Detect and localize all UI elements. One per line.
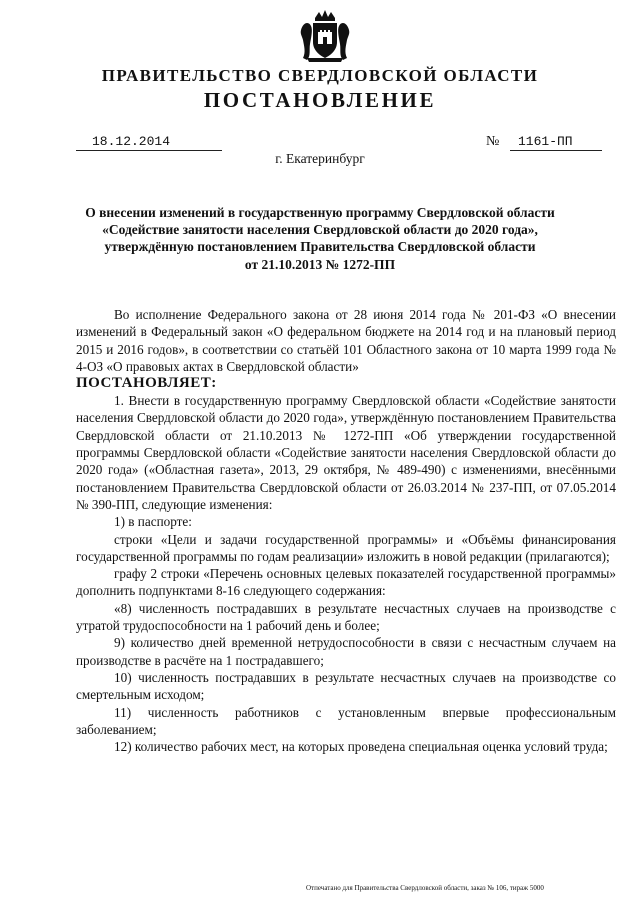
clause-paragraph: строки «Цели и задачи государственной программы» и «Объёмы финансирования государственной программы по годам реализации» изложить в новой редакции (прилагаются); [76, 531, 616, 564]
title-line: от 21.10.2013 № 1272-ПП [244, 256, 396, 272]
document-type: ПОСТАНОВЛЕНИЕ [203, 88, 437, 112]
clause-paragraph: 12) количество рабочих мест, на которых проведена специальная оценка условий труда; [114, 739, 608, 755]
clause-paragraph: 10) численность пострадавших в результате несчастных случаев на производстве со смертельным исходом; [76, 669, 616, 703]
clause-paragraph: «8) численность пострадавших в результате несчастных случаев на производстве с утратой трудоспособности на 1 рабочий день и более; [76, 600, 616, 634]
clause-paragraph: 1. Внести в государственную программу Свердловской области «Содействие занятости населения Свердловской области до 2020 года», утверждённую постановлением Правительства Свердловской области от 21.10.2013 № 1272-ПП «Об утверждении государственной программы Свердловской области «Содействие занятости населения Свердловской области до 2020 года» («Областная газета», 2013, 29 октября, № 489-490) с изменениями, внесёнными постановлением Правительства Свердловской области от 26.03.2014 № 237-ПП, от 07.05.2014 № 390-ПП, следующие изменения: [76, 393, 616, 512]
clause-paragraph: 11) численность работников с установленным впервые профессиональным заболеванием; [76, 704, 616, 737]
document-number: 1161-ПП [510, 134, 602, 151]
title-line: «Содействие занятости населения Свердловской области до 2020 года», [102, 222, 538, 238]
clause-paragraph: графу 2 строки «Перечень основных целевых показателей государственной программы» дополнить подпунктами 8-16 следующего содержания: [76, 566, 616, 599]
coat-of-arms-icon [297, 8, 353, 64]
document-date: 18.12.2014 [76, 134, 222, 151]
clause-paragraph: 9) количество дней временной нетрудоспособности в связи с несчастным случаем на производстве в расчёте на 1 пострадавшего; [76, 635, 616, 668]
organization-name: ПРАВИТЕЛЬСТВО СВЕРДЛОВСКОЙ ОБЛАСТИ [101, 66, 539, 85]
print-note: Отпечатано для Правительства Свердловской области, заказ № 106, тираж 5000 [306, 884, 544, 892]
preamble-paragraph: Во исполнение Федерального закона от 28 июня 2014 года № 201-ФЗ «О внесении изменений в Федеральный закон «О федеральном бюджете на 2014 год и на плановый период 2015 и 2016 годов», в соответствии со статьёй 101 Областного закона от 10 марта 1999 года № 4-ОЗ «О правовых актах в Свердловской области» [76, 307, 616, 374]
city-line: г. Екатеринбург [275, 151, 365, 166]
title-line: О внесении изменений в государственную программу Свердловской области [85, 205, 555, 220]
title-line: утверждённую постановлением Правительства Свердловской области [104, 239, 536, 255]
number-sign: № [486, 134, 500, 149]
decree-heading: ПОСТАНОВЛЯЕТ: [76, 375, 217, 392]
document-title [40, 204, 600, 273]
document-body [76, 306, 616, 755]
clause-paragraph: 1) в паспорте: [114, 514, 192, 530]
